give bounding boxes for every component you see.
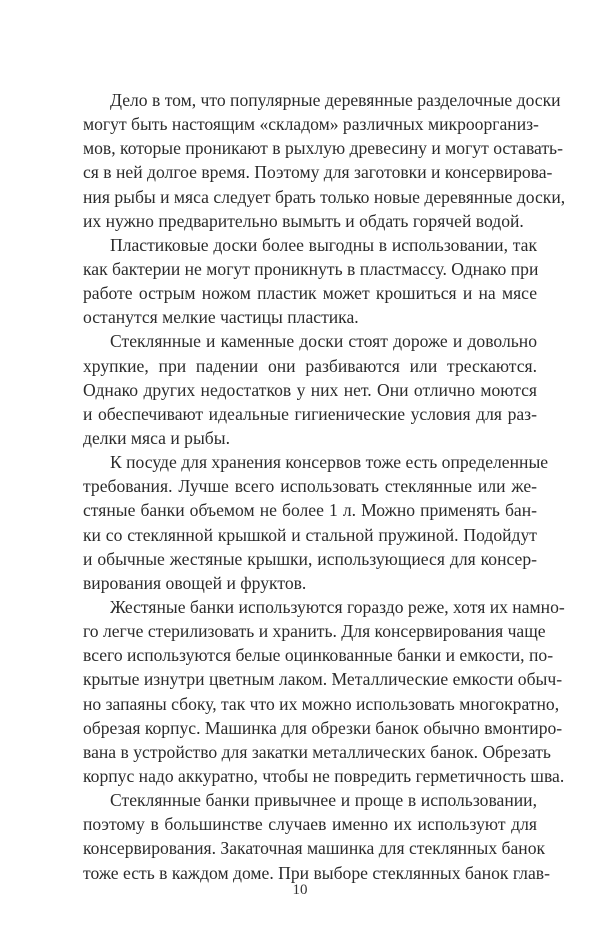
text-line: поэтому в большинстве случаев именно их используют для <box>83 814 537 835</box>
text-line: их нужно предварительно вымыть и обдать горячей водой. <box>83 210 524 231</box>
text-line: и обеспечивают идеальные гигиенические условия для раз- <box>83 403 537 424</box>
page-number: 10 <box>292 882 308 898</box>
paragraph <box>83 233 537 330</box>
text-line: Однако других недостатков у них нет. Они отлично моются <box>83 379 537 400</box>
text-line: ся в ней долгое время. Поэтому для заготовки и консервирова- <box>83 162 553 183</box>
text-line: требования. Лучше всего использовать стеклянные или же- <box>83 476 537 497</box>
text-line: Стеклянные и каменные доски стоят дороже и довольно <box>110 331 537 352</box>
text-line: ния рыбы и мяса следует брать только новые деревянные доски, <box>83 186 566 207</box>
text-line: крытые изнутри цветным лаком. Металлические емкости обыч- <box>83 669 563 690</box>
text-line: всего используются белые оцинкованные банки и емкости, по- <box>83 645 554 666</box>
text-line: стяные банки объемом не более 1 л. Можно применять бан- <box>83 500 537 521</box>
text-line: работе острым ножом пластик может крошиться и на мясе <box>83 283 537 304</box>
text-line: делки мяса и рыбы. <box>83 427 230 448</box>
paragraph <box>83 88 566 233</box>
text-line: вана в устройство для закатки металлических банок. Обрезать <box>83 741 551 762</box>
paragraph <box>83 595 565 788</box>
text-line: го легче стерилизовать и хранить. Для консервирования чаще <box>83 621 546 642</box>
page-body <box>83 88 566 885</box>
text-line: тоже есть в каждом доме. При выборе стеклянных банок глав- <box>83 862 550 883</box>
text-line: Стеклянные банки привычнее и проще в использовании, <box>110 790 537 811</box>
text-line: Пластиковые доски более выгодны в использовании, так <box>110 234 537 255</box>
text-line: останутся мелкие частицы пластика. <box>83 307 359 328</box>
text-line: как бактерии не могут проникнуть в пластмассу. Однако при <box>83 258 539 279</box>
text-line: обрезая корпус. Машинка для обрезки банок обычно вмонтиро- <box>83 717 563 738</box>
text-line: Жестяные банки используются гораздо реже, хотя их намно- <box>110 596 565 617</box>
paragraph <box>83 450 549 595</box>
text-line: и обычные жестяные крышки, использующиеся для консер- <box>83 548 537 569</box>
text-line: корпус надо аккуратно, чтобы не повредить герметичность шва. <box>83 765 565 786</box>
text-line: вирования овощей и фруктов. <box>83 572 307 593</box>
text-line: Дело в том, что популярные деревянные разделочные доски <box>110 90 561 110</box>
paragraph <box>83 329 537 450</box>
text-line: но запаяны сбоку, так что их можно использовать многократно, <box>83 693 560 714</box>
text-line: К посуде для хранения консервов тоже есть определенные <box>110 452 549 473</box>
paragraph <box>83 788 550 885</box>
text-line: ки со стеклянной крышкой и стальной пружиной. Подойдут <box>83 524 537 545</box>
text-line: хрупкие, при падении они разбиваются или трескаются. <box>83 355 537 376</box>
text-line: могут быть настоящим «складом» различных микроорганиз- <box>83 114 539 135</box>
text-line: мов, которые проникают в рыхлую древесину и могут оставать- <box>83 138 563 159</box>
text-line: консервирования. Закаточная машинка для стеклянных банок <box>83 838 546 859</box>
